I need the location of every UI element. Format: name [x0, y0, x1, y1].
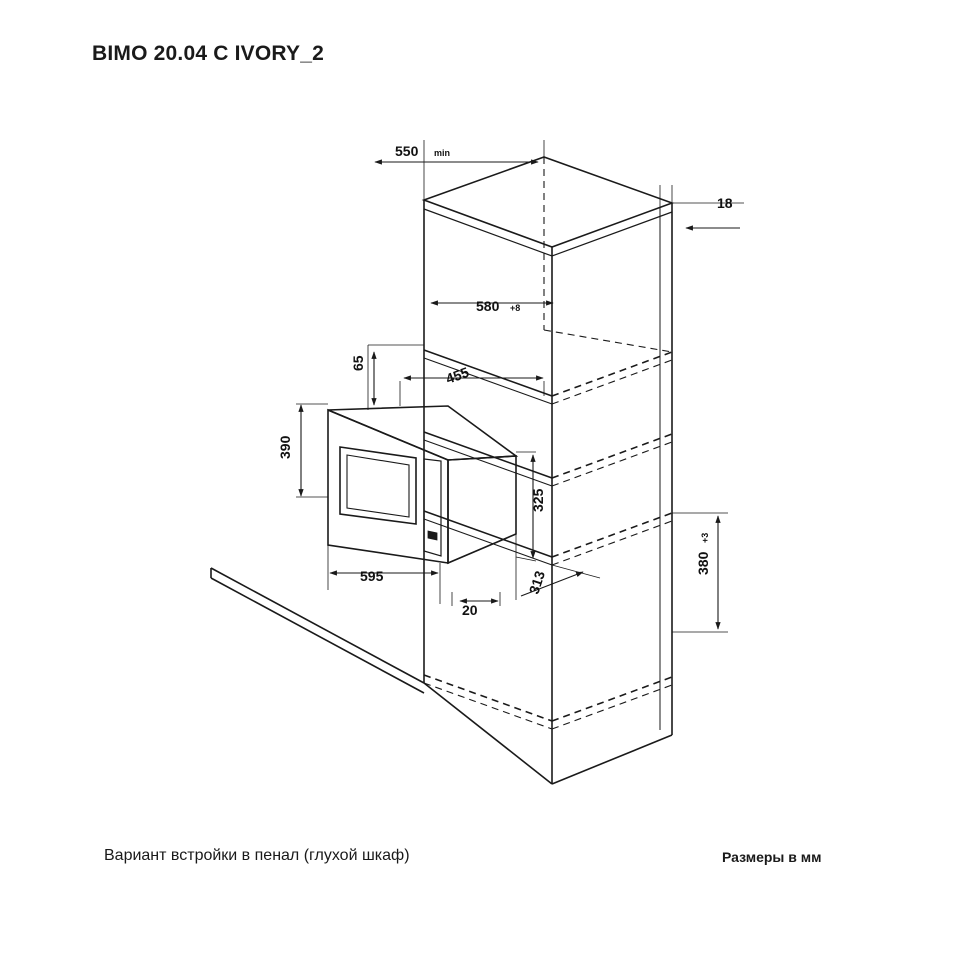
floor-line	[211, 568, 424, 683]
dim-label-550-suffix: min	[434, 148, 451, 158]
appliance-side-face	[448, 456, 516, 563]
dim-label-580-suffix: +8	[510, 303, 521, 313]
dim-label-380-suffix: +3	[700, 532, 710, 543]
appliance-control-panel	[424, 459, 441, 556]
dim-label-65: 65	[350, 355, 366, 371]
dim-label-18: 18	[717, 195, 733, 211]
floor-line-2	[211, 578, 424, 693]
dim-label-20: 20	[462, 602, 478, 618]
dim-label-313: 313	[525, 568, 549, 596]
dim-label-580: 580	[476, 298, 500, 314]
dim-label-380: 380	[695, 551, 711, 575]
cabinet-top-panel	[424, 157, 672, 247]
appliance-top-face	[328, 406, 516, 460]
dim-label-595: 595	[360, 568, 384, 584]
appliance-front-face	[328, 410, 448, 563]
dim-label-550: 550	[395, 143, 419, 159]
page-title: BIMO 20.04 C IVORY_2	[92, 42, 324, 65]
dim-label-455: 455	[443, 363, 471, 387]
dim-label-325: 325	[530, 488, 546, 512]
dim-label-390: 390	[277, 435, 293, 459]
appliance-button	[428, 531, 437, 540]
diagram-caption: Вариант встройки в пенал (глухой шкаф)	[104, 847, 410, 864]
units-note: Размеры в мм	[722, 849, 822, 865]
